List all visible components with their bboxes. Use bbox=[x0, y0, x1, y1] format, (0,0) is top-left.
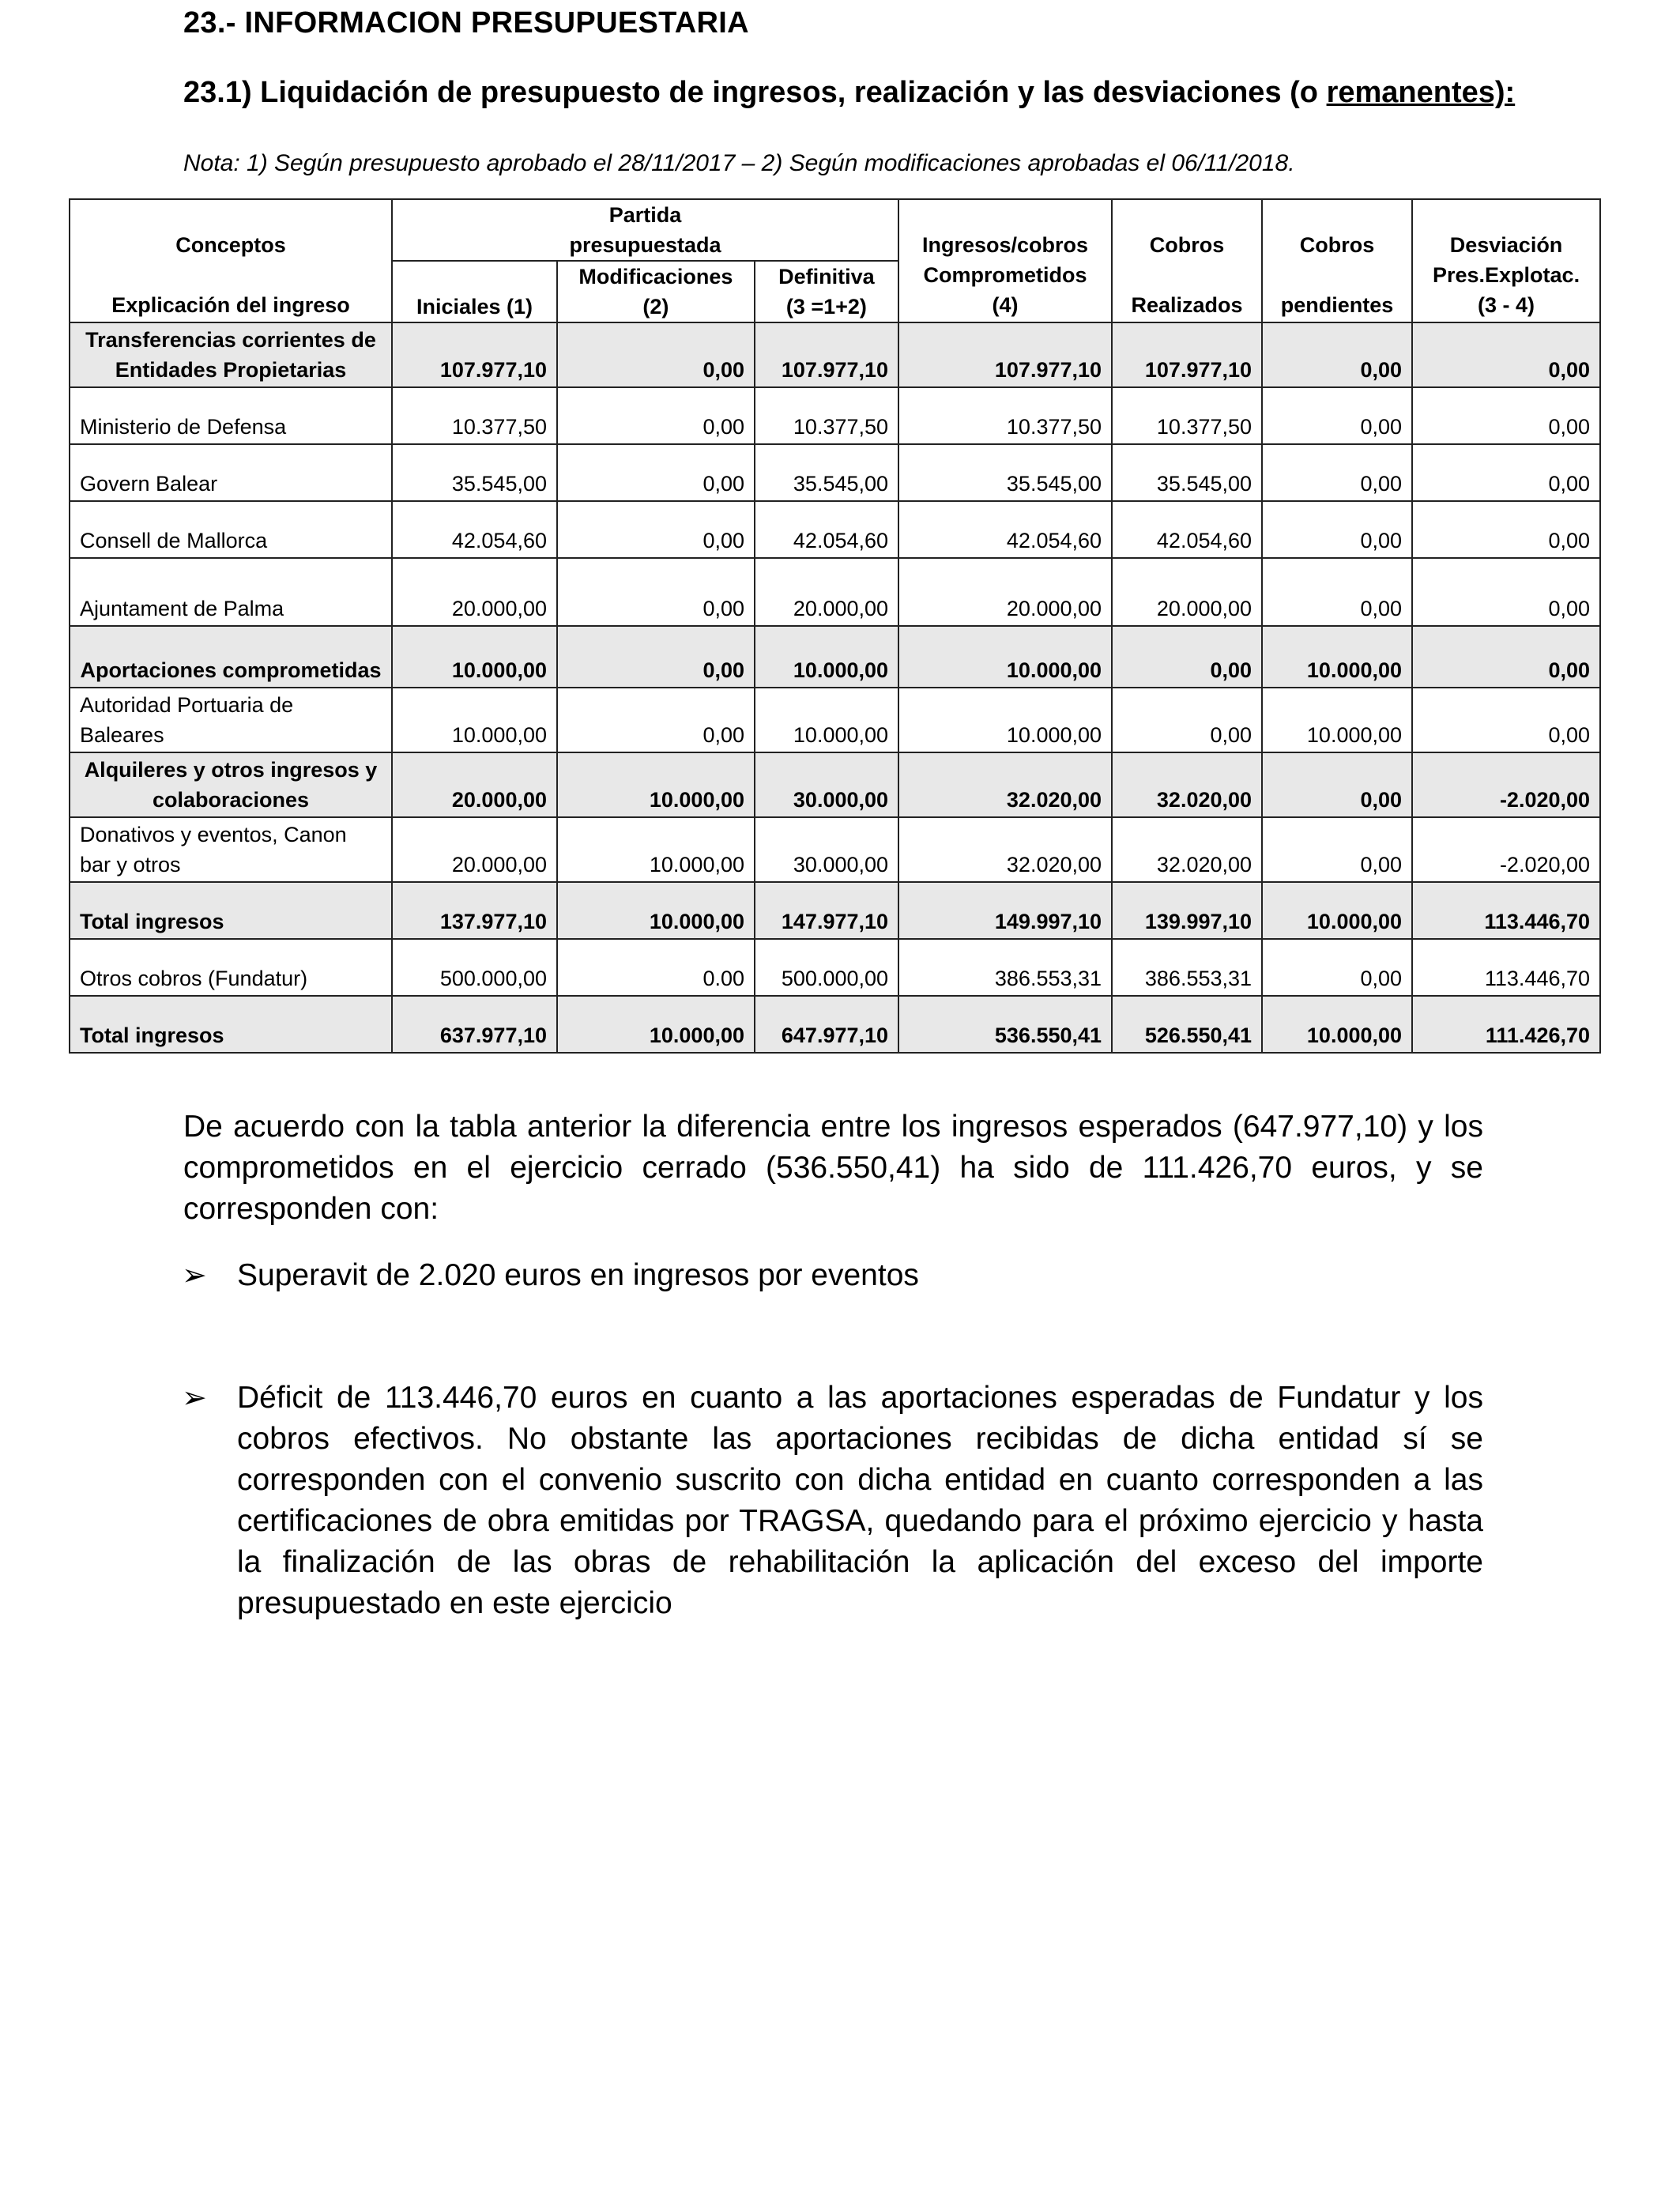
table-row bbox=[70, 387, 1600, 444]
cell-definitiva: 500.000,00 bbox=[755, 939, 898, 996]
cell-modificaciones: 0,00 bbox=[557, 626, 755, 688]
cell-cobros-pendientes: 0,00 bbox=[1262, 817, 1412, 882]
cell-comprometidos: 10.377,50 bbox=[898, 387, 1112, 444]
cell-iniciales: 10.000,00 bbox=[392, 626, 557, 688]
header-cobros-realizados-line1: Cobros bbox=[1149, 233, 1225, 257]
table-subtotal-row bbox=[70, 752, 1600, 817]
table-row bbox=[70, 688, 1600, 752]
row-label: Consell de Mallorca bbox=[70, 501, 392, 558]
cell-cobros-realizados: 42.054,60 bbox=[1112, 501, 1262, 558]
cell-cobros-pendientes: 0,00 bbox=[1262, 558, 1412, 626]
row-label: Aportaciones comprometidas bbox=[70, 626, 392, 688]
cell-comprometidos: 386.553,31 bbox=[898, 939, 1112, 996]
cell-comprometidos: 42.054,60 bbox=[898, 501, 1112, 558]
cell-definitiva: 35.545,00 bbox=[755, 444, 898, 501]
table-row bbox=[70, 558, 1600, 626]
cell-iniciales: 35.545,00 bbox=[392, 444, 557, 501]
header-explicacion-label: Explicación del ingreso bbox=[111, 293, 350, 317]
cell-iniciales: 107.977,10 bbox=[392, 322, 557, 387]
cell-comprometidos: 107.977,10 bbox=[898, 322, 1112, 387]
header-desviacion-line2: Pres.Explotac. bbox=[1432, 263, 1580, 287]
header-ingresos-line3: (4) bbox=[992, 293, 1019, 317]
bullet-item bbox=[182, 1378, 1483, 1624]
cell-definitiva: 107.977,10 bbox=[755, 322, 898, 387]
cell-modificaciones: 0,00 bbox=[557, 688, 755, 752]
cell-definitiva: 647.977,10 bbox=[755, 996, 898, 1053]
cell-desviacion: 0,00 bbox=[1412, 387, 1600, 444]
row-label: Otros cobros (Fundatur) bbox=[70, 939, 392, 996]
cell-definitiva: 10.377,50 bbox=[755, 387, 898, 444]
section-heading: 23.- INFORMACION PRESUPUESTARIA bbox=[183, 6, 749, 40]
cell-iniciales: 20.000,00 bbox=[392, 817, 557, 882]
cell-cobros-realizados: 0,00 bbox=[1112, 688, 1262, 752]
cell-modificaciones: 0,00 bbox=[557, 558, 755, 626]
header-definitiva-line1: Definitiva bbox=[778, 265, 875, 288]
cell-iniciales: 20.000,00 bbox=[392, 752, 557, 817]
cell-cobros-realizados: 107.977,10 bbox=[1112, 322, 1262, 387]
table-subtotal-row bbox=[70, 322, 1600, 387]
table-total-row bbox=[70, 882, 1600, 939]
header-cobros-realizados-line2: Realizados bbox=[1131, 293, 1243, 317]
row-label: Ajuntament de Palma bbox=[70, 558, 392, 626]
table-row bbox=[70, 444, 1600, 501]
cell-definitiva: 147.977,10 bbox=[755, 882, 898, 939]
header-desviacion-line3: (3 - 4) bbox=[1478, 293, 1535, 317]
cell-modificaciones: 10.000,00 bbox=[557, 996, 755, 1053]
cell-cobros-realizados: 139.997,10 bbox=[1112, 882, 1262, 939]
cell-comprometidos: 32.020,00 bbox=[898, 752, 1112, 817]
cell-desviacion: 113.446,70 bbox=[1412, 939, 1600, 996]
cell-cobros-pendientes: 0,00 bbox=[1262, 752, 1412, 817]
cell-comprometidos: 10.000,00 bbox=[898, 626, 1112, 688]
cell-modificaciones: 10.000,00 bbox=[557, 817, 755, 882]
header-cobros-pendientes-line1: Cobros bbox=[1299, 233, 1375, 257]
cell-desviacion: 113.446,70 bbox=[1412, 882, 1600, 939]
row-label: Total ingresos bbox=[70, 882, 392, 939]
row-label: Alquileres y otros ingresos y colaboraciones bbox=[70, 752, 392, 817]
cell-definitiva: 30.000,00 bbox=[755, 817, 898, 882]
cell-desviacion: 0,00 bbox=[1412, 558, 1600, 626]
table-total-row bbox=[70, 996, 1600, 1053]
cell-definitiva: 20.000,00 bbox=[755, 558, 898, 626]
header-modificaciones bbox=[556, 262, 754, 322]
cell-cobros-pendientes: 10.000,00 bbox=[1262, 996, 1412, 1053]
row-label: Govern Balear bbox=[70, 444, 392, 501]
row-label: Autoridad Portuaria de Baleares bbox=[70, 688, 392, 752]
cell-cobros-realizados: 20.000,00 bbox=[1112, 558, 1262, 626]
cell-desviacion: -2.020,00 bbox=[1412, 752, 1600, 817]
cell-desviacion: 0,00 bbox=[1412, 501, 1600, 558]
cell-iniciales: 10.377,50 bbox=[392, 387, 557, 444]
table-row bbox=[70, 939, 1600, 996]
cell-iniciales: 137.977,10 bbox=[392, 882, 557, 939]
cell-cobros-realizados: 526.550,41 bbox=[1112, 996, 1262, 1053]
cell-cobros-pendientes: 10.000,00 bbox=[1262, 882, 1412, 939]
cell-comprometidos: 32.020,00 bbox=[898, 817, 1112, 882]
cell-modificaciones: 10.000,00 bbox=[557, 752, 755, 817]
cell-cobros-realizados: 35.545,00 bbox=[1112, 444, 1262, 501]
subsection-heading-underlined: remanentes): bbox=[1326, 76, 1516, 109]
subsection-heading-text: 23.1) Liquidación de presupuesto de ingresos, realización y las desviaciones (o bbox=[183, 76, 1327, 109]
budget-table bbox=[69, 198, 1601, 1054]
cell-iniciales: 10.000,00 bbox=[392, 688, 557, 752]
table-row bbox=[70, 501, 1600, 558]
cell-definitiva: 42.054,60 bbox=[755, 501, 898, 558]
cell-modificaciones: 0,00 bbox=[557, 444, 755, 501]
cell-cobros-pendientes: 0,00 bbox=[1262, 387, 1412, 444]
cell-comprometidos: 10.000,00 bbox=[898, 688, 1112, 752]
cell-cobros-realizados: 32.020,00 bbox=[1112, 817, 1262, 882]
cell-iniciales: 637.977,10 bbox=[392, 996, 557, 1053]
explanation-text: De acuerdo con la tabla anterior la diferencia entre los ingresos esperados (647.977,10) y los comprometidos en el ejercicio cerrado (536.550,41) ha sido de 111.426,70 euros, y se corresponden con: bbox=[183, 1110, 1483, 1226]
row-label: Total ingresos bbox=[70, 996, 392, 1053]
header-definitiva bbox=[754, 262, 898, 322]
cell-cobros-realizados: 386.553,31 bbox=[1112, 939, 1262, 996]
cell-cobros-pendientes: 0,00 bbox=[1262, 501, 1412, 558]
cell-cobros-realizados: 0,00 bbox=[1112, 626, 1262, 688]
cell-desviacion: 0,00 bbox=[1412, 626, 1600, 688]
header-iniciales: Iniciales (1) bbox=[416, 295, 533, 319]
table-row bbox=[70, 817, 1600, 882]
cell-iniciales: 500.000,00 bbox=[392, 939, 557, 996]
cell-desviacion: 0,00 bbox=[1412, 444, 1600, 501]
cell-definitiva: 30.000,00 bbox=[755, 752, 898, 817]
header-modificaciones-line2: (2) bbox=[642, 295, 669, 319]
header-cobros-pendientes bbox=[1262, 199, 1412, 322]
header-partida-line1: Partida bbox=[608, 203, 682, 227]
header-ingresos-comprometidos bbox=[898, 199, 1112, 322]
header-partida bbox=[392, 199, 898, 322]
header-conceptos-label: Conceptos bbox=[175, 233, 286, 257]
cell-iniciales: 42.054,60 bbox=[392, 501, 557, 558]
header-desviacion-line1: Desviación bbox=[1449, 233, 1563, 257]
header-ingresos-line1: Ingresos/cobros bbox=[922, 233, 1089, 257]
cell-definitiva: 10.000,00 bbox=[755, 688, 898, 752]
cell-cobros-realizados: 32.020,00 bbox=[1112, 752, 1262, 817]
cell-modificaciones: 10.000,00 bbox=[557, 882, 755, 939]
cell-cobros-pendientes: 0,00 bbox=[1262, 939, 1412, 996]
row-label: Transferencias corrientes de Entidades Propietarias bbox=[70, 322, 392, 387]
cell-cobros-realizados: 10.377,50 bbox=[1112, 387, 1262, 444]
bullet-text: Déficit de 113.446,70 euros en cuanto a las aportaciones esperadas de Fundatur y los cobros efectivos. No obstante las aportaciones recibidas de dicha entidad sí se corresponden con el convenio suscrito con dicha entidad en cuanto corresponden a las certificaciones de obra emitidas por TRAGSA, quedando para el próximo ejercicio y hasta la finalización de las obras de rehabilitación la aplicación del exceso del importe presupuestado en este ejercicio bbox=[237, 1381, 1483, 1620]
bullet-arrow-icon: ➢ bbox=[182, 1259, 207, 1292]
cell-comprometidos: 536.550,41 bbox=[898, 996, 1112, 1053]
explanation-paragraph bbox=[183, 1106, 1483, 1230]
table-subtotal-row bbox=[70, 626, 1600, 688]
header-conceptos bbox=[70, 199, 392, 322]
cell-comprometidos: 20.000,00 bbox=[898, 558, 1112, 626]
cell-desviacion: 0,00 bbox=[1412, 322, 1600, 387]
cell-modificaciones: 0,00 bbox=[557, 322, 755, 387]
cell-iniciales: 20.000,00 bbox=[392, 558, 557, 626]
bullet-item bbox=[182, 1255, 1483, 1296]
cell-cobros-pendientes: 10.000,00 bbox=[1262, 626, 1412, 688]
header-desviacion bbox=[1412, 199, 1600, 322]
header-ingresos-line2: Comprometidos bbox=[923, 263, 1087, 287]
row-label: Ministerio de Defensa bbox=[70, 387, 392, 444]
row-label: Donativos y eventos, Canon bar y otros bbox=[70, 817, 392, 882]
cell-modificaciones: 0,00 bbox=[557, 387, 755, 444]
cell-definitiva: 10.000,00 bbox=[755, 626, 898, 688]
subsection-heading bbox=[183, 76, 1515, 110]
bullet-arrow-icon: ➢ bbox=[182, 1382, 207, 1415]
cell-comprometidos: 149.997,10 bbox=[898, 882, 1112, 939]
cell-desviacion: -2.020,00 bbox=[1412, 817, 1600, 882]
cell-desviacion: 0,00 bbox=[1412, 688, 1600, 752]
header-partida-line2: presupuestada bbox=[569, 233, 721, 257]
bullet-text: Superavit de 2.020 euros en ingresos por eventos bbox=[237, 1258, 919, 1292]
header-cobros-realizados bbox=[1112, 199, 1262, 322]
cell-modificaciones: 0,00 bbox=[557, 501, 755, 558]
cell-comprometidos: 35.545,00 bbox=[898, 444, 1112, 501]
header-modificaciones-line1: Modificaciones bbox=[578, 265, 733, 288]
cell-cobros-pendientes: 0,00 bbox=[1262, 444, 1412, 501]
cell-cobros-pendientes: 0,00 bbox=[1262, 322, 1412, 387]
header-cobros-pendientes-line2: pendientes bbox=[1280, 293, 1394, 317]
cell-modificaciones: 0.00 bbox=[557, 939, 755, 996]
budget-note: Nota: 1) Según presupuesto aprobado el 28/11/2017 – 2) Según modificaciones aprobadas el 06/11/2018. bbox=[183, 150, 1295, 176]
cell-desviacion: 111.426,70 bbox=[1412, 996, 1600, 1053]
header-definitiva-line2: (3 =1+2) bbox=[785, 295, 867, 319]
table-header-row bbox=[70, 199, 1600, 322]
cell-cobros-pendientes: 10.000,00 bbox=[1262, 688, 1412, 752]
